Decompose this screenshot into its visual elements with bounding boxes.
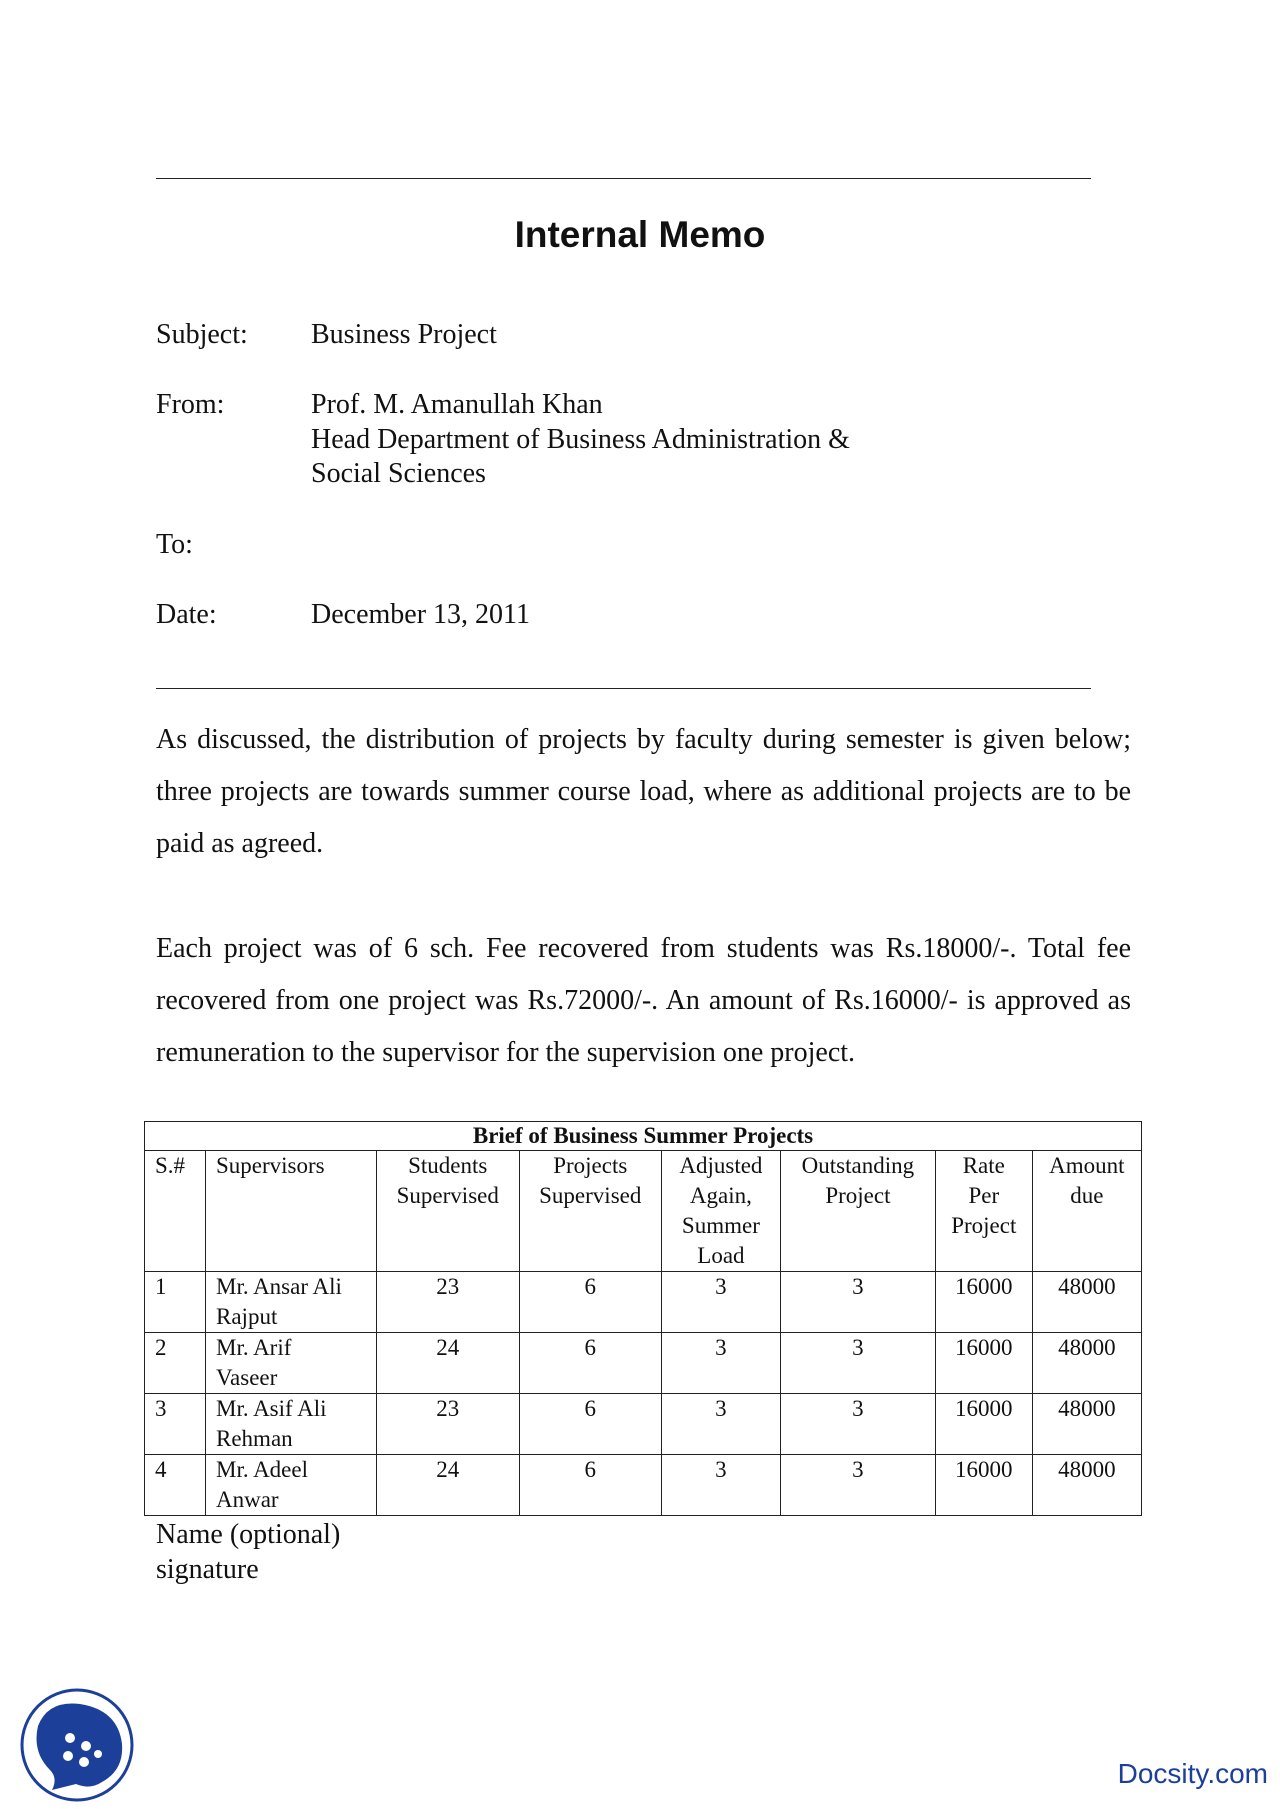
- cell-rate: 16000: [935, 1272, 1032, 1333]
- header-outstanding: [780, 1151, 935, 1272]
- cell-supervisor: [206, 1394, 377, 1455]
- cell-adjusted: 3: [662, 1455, 781, 1516]
- cell-supervisor: [206, 1272, 377, 1333]
- to-label: To:: [156, 529, 193, 560]
- table-row: [145, 1272, 1142, 1333]
- header-projects: [519, 1151, 662, 1272]
- header-adjusted-line: Again,: [689, 1183, 752, 1208]
- date-value: December 13, 2011: [311, 599, 530, 630]
- cell-students: 23: [377, 1272, 520, 1333]
- date-label: Date:: [156, 599, 217, 630]
- header-amount-line: Amount: [1049, 1153, 1125, 1178]
- table-caption: Brief of Business Summer Projects: [145, 1122, 1142, 1151]
- header-students: [377, 1151, 520, 1272]
- docsity-logo-icon[interactable]: [18, 1686, 136, 1804]
- table-row: [145, 1394, 1142, 1455]
- supervisor-name-line: Mr. Adeel: [216, 1457, 308, 1482]
- from-department: Social Sciences: [311, 458, 486, 489]
- supervisor-name-line: Mr. Arif: [216, 1335, 292, 1360]
- cell-amount: 48000: [1032, 1455, 1141, 1516]
- cell-outstanding: 3: [780, 1272, 935, 1333]
- from-title: Head Department of Business Administration &: [311, 424, 850, 455]
- cell-adjusted: 3: [662, 1272, 781, 1333]
- projects-table: [144, 1121, 1142, 1516]
- header-supervisors-text: Supervisors: [216, 1153, 325, 1178]
- cell-outstanding: 3: [780, 1333, 935, 1394]
- cell-supervisor: [206, 1333, 377, 1394]
- docsity-logo-icon-graphic: [18, 1686, 136, 1804]
- header-rate: [935, 1151, 1032, 1272]
- header-rule: [156, 688, 1091, 689]
- cell-adjusted: 3: [662, 1333, 781, 1394]
- table-row: [145, 1455, 1142, 1516]
- header-outstanding-line: Project: [825, 1183, 891, 1208]
- header-students-line: Students: [408, 1153, 488, 1178]
- supervisor-name-line: Mr. Ansar Ali: [216, 1274, 342, 1299]
- paragraph-fees: Each project was of 6 sch. Fee recovered from students was Rs.18000/-. Total fee recovered from one project was Rs.72000/-. An amount of Rs.16000/- is approved as remuneration to the supervisor for the supervision one project.: [156, 933, 1131, 1068]
- header-projects-line: Projects: [553, 1153, 628, 1178]
- cell-projects: 6: [519, 1333, 662, 1394]
- subject-value: Business Project: [311, 319, 497, 350]
- cell-sn: 2: [145, 1333, 206, 1394]
- cell-supervisor: [206, 1455, 377, 1516]
- cell-rate: 16000: [935, 1455, 1032, 1516]
- header-adjusted-line: Adjusted: [679, 1153, 763, 1178]
- supervisor-name-line: Rehman: [216, 1426, 293, 1451]
- header-outstanding-line: Outstanding: [801, 1153, 915, 1178]
- from-label: From:: [156, 389, 225, 420]
- header-students-line: Supervised: [396, 1183, 499, 1208]
- supervisor-name-line: Rajput: [216, 1304, 278, 1329]
- header-amount: [1032, 1151, 1141, 1272]
- paragraph-distribution: As discussed, the distribution of projects by faculty during semester is given below; three projects are towards summer course load, where as additional projects are to be paid as agreed.: [156, 724, 1131, 859]
- cell-amount: 48000: [1032, 1394, 1141, 1455]
- header-rate-line: Project: [951, 1213, 1017, 1238]
- supervisor-name-line: Vaseer: [216, 1365, 278, 1390]
- name-optional: Name (optional): [156, 1519, 341, 1550]
- header-rate-line: Per: [968, 1183, 1000, 1208]
- top-rule: [156, 178, 1091, 179]
- cell-adjusted: 3: [662, 1394, 781, 1455]
- table-row: [145, 1333, 1142, 1394]
- memo-title: Internal Memo: [514, 214, 766, 255]
- cell-projects: 6: [519, 1394, 662, 1455]
- header-rate-line: Rate: [962, 1153, 1005, 1178]
- docsity-brand-link[interactable]: Docsity.com: [1117, 1758, 1268, 1789]
- table-header-row: [145, 1151, 1142, 1272]
- header-adjusted-line: Summer: [681, 1213, 760, 1238]
- signature-line: signature: [156, 1554, 259, 1585]
- cell-rate: 16000: [935, 1333, 1032, 1394]
- cell-outstanding: 3: [780, 1394, 935, 1455]
- from-name: Prof. M. Amanullah Khan: [311, 389, 603, 420]
- cell-projects: 6: [519, 1455, 662, 1516]
- header-sn-text: S.#: [155, 1153, 186, 1178]
- header-sn: [145, 1151, 206, 1272]
- cell-amount: 48000: [1032, 1272, 1141, 1333]
- supervisor-name-line: Mr. Asif Ali: [216, 1396, 327, 1421]
- subject-label: Subject:: [156, 319, 248, 350]
- cell-projects: 6: [519, 1272, 662, 1333]
- cell-outstanding: 3: [780, 1455, 935, 1516]
- header-projects-line: Supervised: [539, 1183, 642, 1208]
- cell-sn: 3: [145, 1394, 206, 1455]
- header-supervisors: [206, 1151, 377, 1272]
- cell-rate: 16000: [935, 1394, 1032, 1455]
- header-adjusted-line: Load: [697, 1243, 745, 1268]
- header-amount-line: due: [1070, 1183, 1104, 1208]
- cell-students: 24: [377, 1455, 520, 1516]
- cell-students: 23: [377, 1394, 520, 1455]
- cell-amount: 48000: [1032, 1333, 1141, 1394]
- cell-students: 24: [377, 1333, 520, 1394]
- header-adjusted: [662, 1151, 781, 1272]
- supervisor-name-line: Anwar: [216, 1487, 279, 1512]
- cell-sn: 4: [145, 1455, 206, 1516]
- cell-sn: 1: [145, 1272, 206, 1333]
